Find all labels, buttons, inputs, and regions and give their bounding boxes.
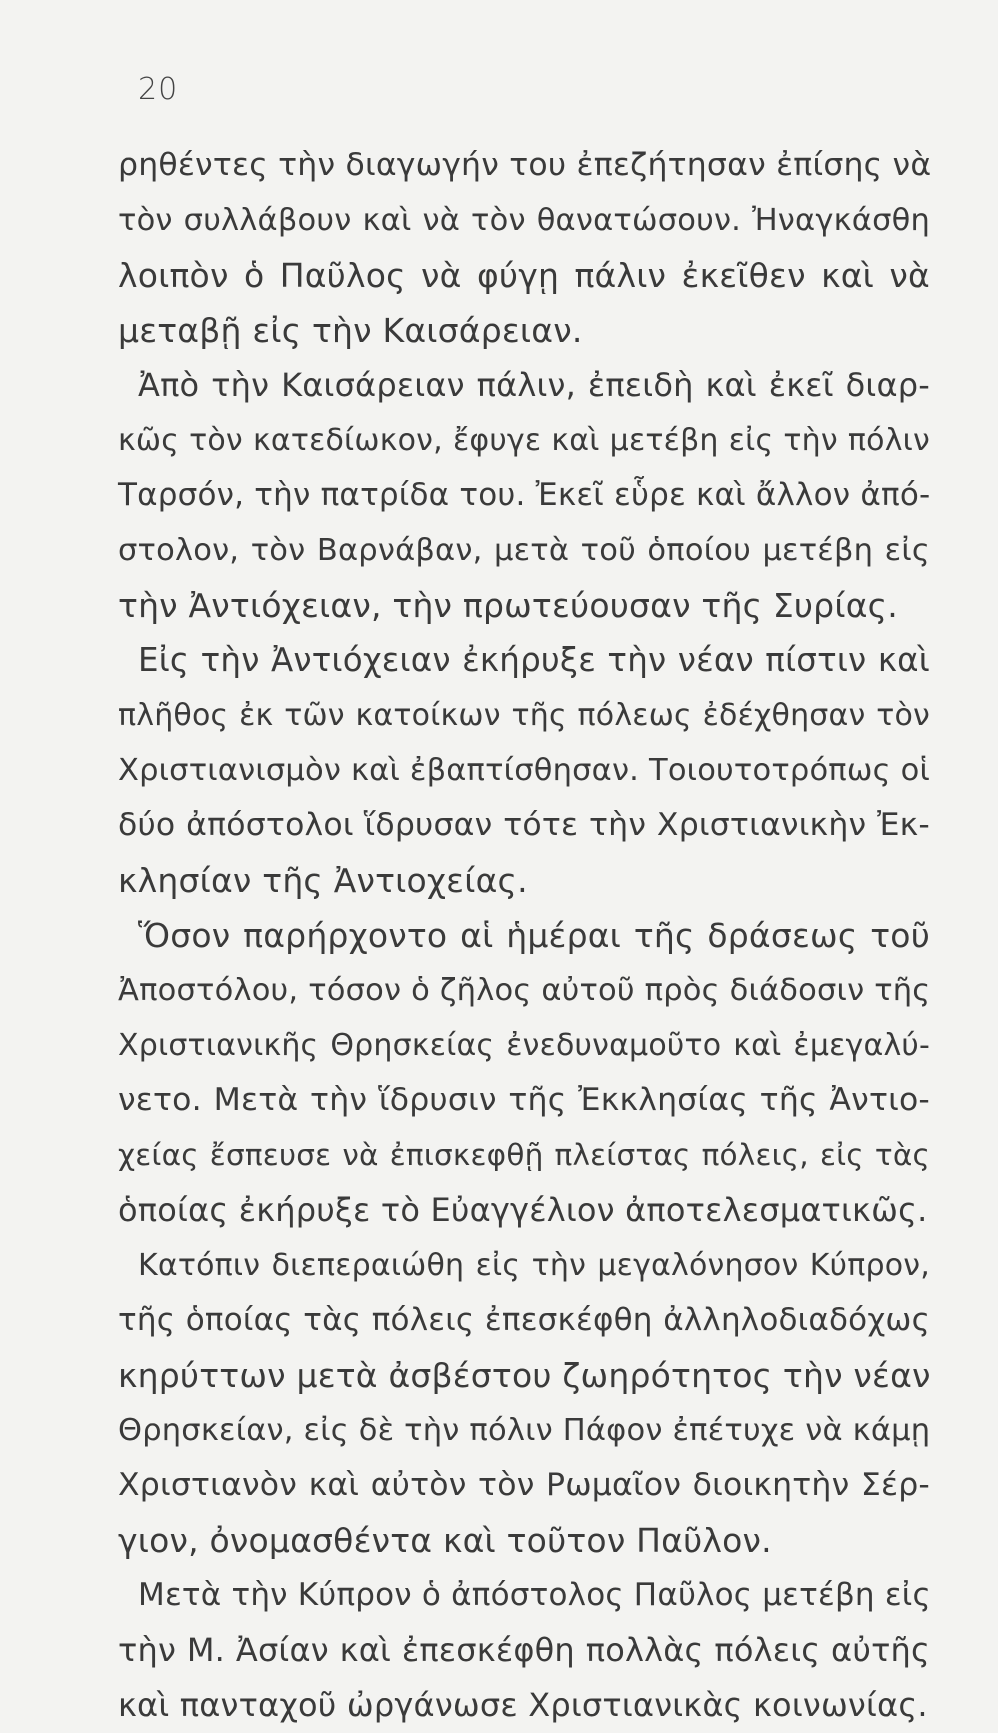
text-line: νετο. Μετὰ τὴν ἵδρυσιν τῆς Ἐκκλησίας τῆς Ἀντιο- bbox=[118, 1082, 930, 1118]
text-line: στολον, τὸν Βαρνάβαν, μετὰ τοῦ ὁποίου μετέβη εἰς bbox=[118, 533, 930, 568]
text-line: Χριστιανικῆς Θρησκείας ἐνεδυναμοῦτο καὶ ἐμεγαλύ- bbox=[118, 1028, 930, 1063]
text-line: δύο ἀπόστολοι ἵδρυσαν τότε τὴν Χριστιανικὴν Ἐκ- bbox=[118, 807, 930, 843]
text-line: Εἰς τὴν Ἀντιόχειαν ἐκήρυξε τὴν νέαν πίστιν καὶ bbox=[138, 641, 930, 679]
text-line: Ἀπὸ τὴν Καισάρειαν πάλιν, ἐπειδὴ καὶ ἐκεῖ διαρ- bbox=[138, 366, 930, 404]
text-line: ρηθέντες τὴν διαγωγήν του ἐπεζήτησαν ἐπίσης νὰ bbox=[118, 147, 932, 183]
text-line: λοιπὸν ὁ Παῦλος νὰ φύγῃ πάλιν ἐκεῖθεν καὶ νὰ bbox=[118, 256, 930, 295]
text-line: τὴν Μ. Ἀσίαν καὶ ἐπεσκέφθη πολλὰς πόλεις αὐτῆς bbox=[118, 1631, 930, 1669]
text-line: ὁποίας ἐκήρυξε τὸ Εὐαγγέλιον ἀποτελεσματικῶς. bbox=[118, 1191, 928, 1229]
text-line: χείας ἔσπευσε νὰ ἐπισκεφθῇ πλείστας πόλεις, εἰς τὰς bbox=[118, 1138, 930, 1172]
text-line: πλῆθος ἐκ τῶν κατοίκων τῆς πόλεως ἐδέχθησαν τὸν bbox=[118, 698, 930, 733]
text-line: κηρύττων μετὰ ἀσβέστου ζωηρότητος τὴν νέαν bbox=[118, 1356, 931, 1395]
text-line: τῆς ὁποίας τὰς πόλεις ἐπεσκέφθη ἀλληλοδιαδόχως bbox=[118, 1302, 930, 1338]
text-line: Χριστιανὸν καὶ αὐτὸν τὸν Ρωμαῖον διοικητὴν Σέρ- bbox=[118, 1467, 930, 1503]
text-line: κλησίαν τῆς Ἀντιοχείας. bbox=[118, 861, 528, 900]
page-number: 20 bbox=[138, 72, 179, 107]
text-line: Θρησκείαν, εἰς δὲ τὴν πόλιν Πάφον ἐπέτυχε νὰ κάμῃ bbox=[118, 1413, 931, 1448]
text-body bbox=[118, 138, 930, 1733]
text-line: γιον, ὀνομασθέντα καὶ τοῦτον Παῦλον. bbox=[118, 1521, 772, 1560]
text-line: κῶς τὸν κατεδίωκον, ἔφυγε καὶ μετέβη εἰς τὴν πόλιν bbox=[118, 423, 930, 458]
text-line: Ταρσόν, τὴν πατρίδα του. Ἐκεῖ εὗρε καὶ ἄλλον ἀπό- bbox=[118, 477, 931, 513]
text-line: Κατόπιν διεπεραιώθη εἰς τὴν μεγαλόνησον Κύπρον, bbox=[138, 1248, 930, 1283]
text-line: Μετὰ τὴν Κύπρον ὁ ἀπόστολος Παῦλος μετέβη εἰς bbox=[138, 1577, 931, 1613]
text-line: τὸν συλλάβουν καὶ νὰ τὸν θανατώσουν. Ἠναγκάσθη bbox=[118, 203, 930, 238]
text-line: Ὅσον παρήρχοντο αἱ ἡμέραι τῆς δράσεως τοῦ bbox=[138, 916, 930, 955]
text-line: Χριστιανισμὸν καὶ ἐβαπτίσθησαν. Τοιουτοτρόπως οἱ bbox=[118, 753, 930, 788]
text-line: μεταβῇ εἰς τὴν Καισάρειαν. bbox=[118, 311, 583, 350]
text-line: Ἀποστόλου, τόσον ὁ ζῆλος αὐτοῦ πρὸς διάδοσιν τῆς bbox=[118, 973, 931, 1008]
text-line: καὶ πανταχοῦ ὠργάνωσε Χριστιανικὰς κοινωνίας. bbox=[118, 1686, 928, 1724]
text-line: τὴν Ἀντιόχειαν, τὴν πρωτεύουσαν τῆς Συρίας. bbox=[118, 586, 898, 625]
